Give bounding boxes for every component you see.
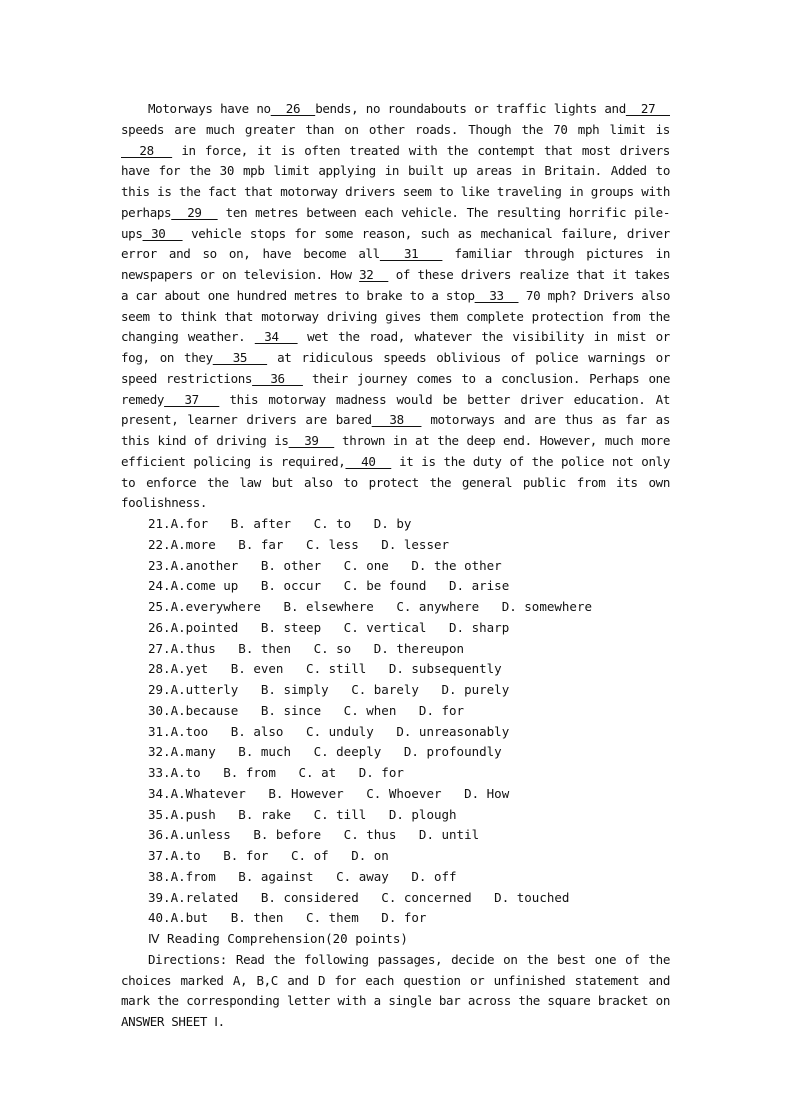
blank-29: 29 — [171, 204, 218, 220]
option-row-28: 28.A.yet B. even C. still D. subsequently — [148, 661, 502, 677]
passage-text: vehicle stops for some reason, such as mechanical failure, driver error and so on, have become all — [121, 225, 670, 262]
option-row-40: 40.A.but B. then C. them D. for — [148, 910, 427, 926]
blank-26: 26 — [270, 101, 316, 116]
section-heading: Ⅳ Reading Comprehension(20 points) — [148, 931, 408, 946]
blank-32: 32 — [359, 267, 389, 282]
option-row-32: 32.A.many B. much C. deeply D. profoundly — [148, 744, 502, 760]
option-row-34: 34.A.Whatever B. However C. Whoever D. How — [148, 785, 510, 801]
option-row-26: 26.A.pointed B. steep C. vertical D. sharp — [148, 619, 510, 635]
passage-text: bends, no roundabouts or traffic lights and — [315, 101, 626, 116]
option-row-37: 37.A.to B. for C. of D. on — [148, 848, 389, 863]
option-row-33: 33.A.to B. from C. at D. for — [148, 765, 404, 780]
passage-text: their journey comes to a conclusion. Perhaps one remedy — [121, 370, 670, 407]
blank-30: 30 — [142, 225, 183, 241]
passage-text: of these drivers realize that it takes a car about one hundred metres to brake to a stop — [121, 267, 670, 303]
passage-text: wet the road, whatever the visibility in mist or fog, on they — [121, 329, 670, 365]
blank-39: 39 — [288, 433, 335, 448]
blank-35: 35 — [212, 350, 268, 365]
passage-text: in force, it is often treated with the contempt that most drivers have for the 30 mpb limit applying in built up areas in Britain. Added to this is the fact that motorway drivers seem to like traveling in groups with perhaps — [121, 142, 670, 220]
passage-text: it is the duty of the police not only to enforce the law but also to protect the general public from its own foolishness. — [121, 453, 671, 511]
passage-text: familiar through pictures in newspapers or on television. How — [121, 246, 671, 282]
passage-text: at ridiculous speeds oblivious of police warnings or speed restrictions — [121, 350, 670, 386]
blank-40: 40 — [345, 453, 392, 469]
option-row-22: 22.A.more B. far C. less D. lesser — [148, 536, 450, 552]
option-row-31: 31.A.too B. also C. unduly D. unreasonably — [148, 723, 510, 739]
option-row-36: 36.A.unless B. before C. thus D. until — [148, 827, 480, 843]
passage-text: this motorway madness would be better driver education. At present, learner drivers are bared — [121, 391, 670, 428]
option-row-27: 27.A.thus B. then C. so D. thereupon — [148, 640, 465, 656]
option-row-25: 25.A.everywhere B. elsewhere C. anywhere D. somewhere — [148, 599, 593, 614]
blank-36: 36 — [252, 370, 303, 386]
passage-text: Motorways have no — [148, 101, 271, 116]
option-row-38: 38.A.from B. against C. away D. off — [148, 868, 457, 884]
blank-27: 27 — [625, 101, 670, 116]
option-row-39: 39.A.related B. considered C. concerned D. touched — [148, 889, 570, 905]
blank-37: 37 — [164, 391, 220, 407]
option-row-29: 29.A.utterly B. simply C. barely D. purely — [148, 682, 510, 697]
blank-31: 31 — [379, 246, 443, 262]
answer-options — [121, 514, 670, 929]
passage-text: 70 mph? Drivers also seem to think that motorway driving gives them complete protection from the changing weather. — [121, 287, 671, 345]
cloze-passage — [121, 99, 670, 514]
directions-text: Directions: Read the following passages, decide on the best one of the choices marked A, B,C and D for each question or unfinished statement and mark the corresponding letter with a single bar across the square bracket on ANSWER SHEET Ⅰ. — [121, 951, 670, 1029]
blank-38: 38 — [371, 412, 422, 428]
passage-text: thrown in at the deep end. However, much more efficient policing is required, — [121, 433, 671, 469]
document-page — [121, 99, 670, 1033]
option-row-30: 30.A.because B. since C. when D. for — [148, 702, 465, 718]
blank-34: 34 — [254, 329, 298, 345]
passage-text: motorways and are thus as far as this kind of driving is — [121, 412, 670, 448]
passage-text: ten metres between each vehicle. The resulting horrific pile-ups — [121, 204, 670, 241]
option-row-21: 21.A.for B. after C. to D. by — [148, 516, 412, 531]
blank-28: 28 — [121, 142, 173, 158]
blank-33: 33 — [474, 287, 519, 303]
passage-text: speeds are much greater than on other roads. Though the 70 mph limit is — [121, 121, 670, 137]
option-row-23: 23.A.another B. other C. one D. the other — [148, 557, 502, 573]
option-row-24: 24.A.come up B. occur C. be found D. arise — [148, 578, 510, 594]
option-row-35: 35.A.push B. rake C. till D. plough — [148, 806, 457, 822]
